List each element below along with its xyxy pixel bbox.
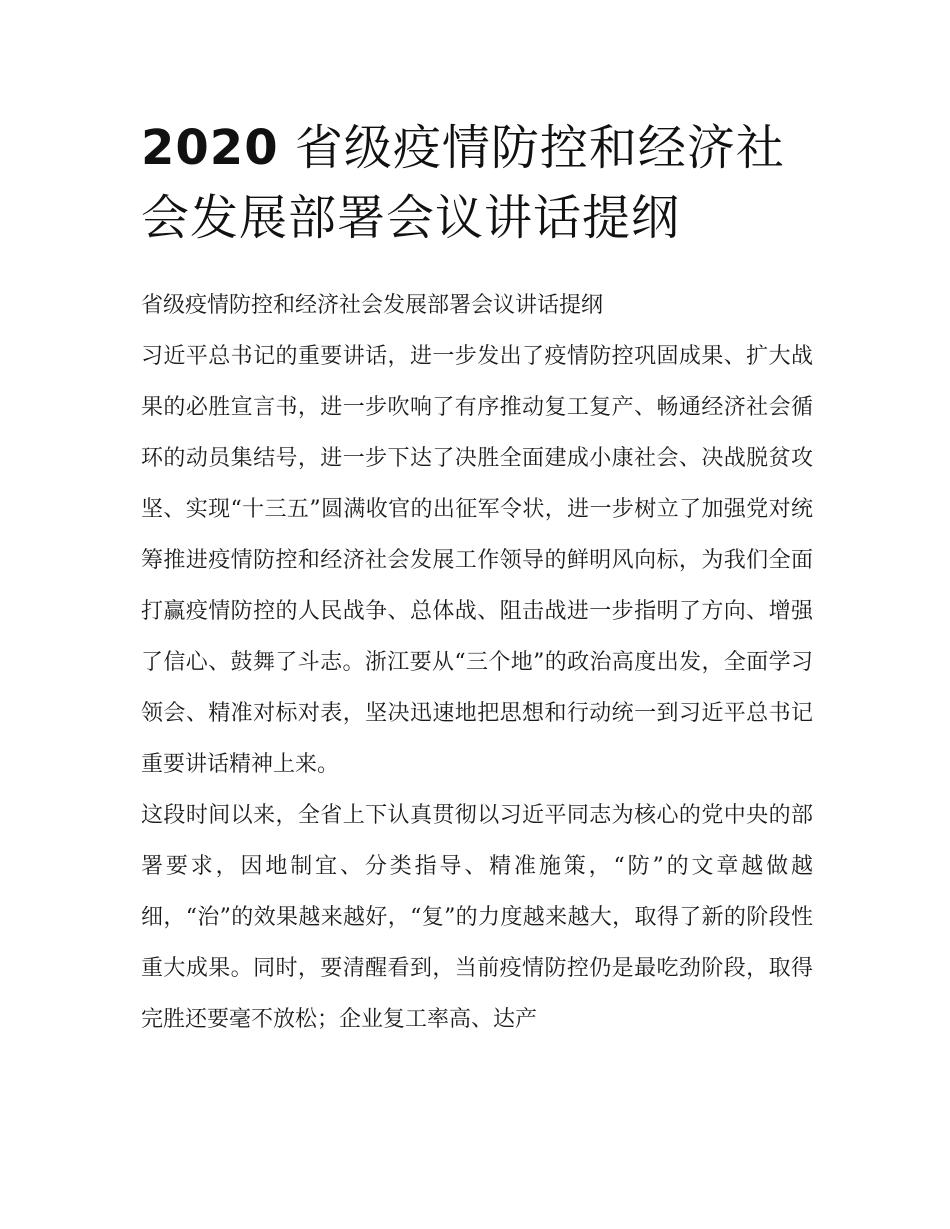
paragraph-1: 习近平总书记的重要讲话，进一步发出了疫情防控巩固成果、扩大战果的必胜宣言书，进一步吹响了有序推动复工复产、畅通经济社会循环的动员集结号，进一步下达了决胜全面建成小康社会、决战脱贫攻坚、实现“十三五”圆满收官的出征军令状，进一步树立了加强党对统筹推进疫情防控和经济社会发展工作领导的鲜明风向标，为我们全面打赢疫情防控的人民战争、总体战、阻击战进一步指明了方向、增强了信心、鼓舞了斗志。浙江要从“三个地”的政治高度出发，全面学习领会、精准对标对表，坚决迅速地把思想和行动统一到习近平总书记重要讲话精神上来。 <box>141 344 813 777</box>
title-text: 省级疫情防控和经济社会发展部署会议讲话提纲 <box>141 120 785 246</box>
document-subtitle: 省级疫情防控和经济社会发展部署会议讲话提纲 <box>141 293 604 318</box>
document-title <box>141 113 821 253</box>
title-year: 2020 <box>141 120 279 176</box>
document-body <box>141 280 813 1045</box>
paragraph-2: 这段时间以来，全省上下认真贯彻以习近平同志为核心的党中央的部署要求，因地制宜、分类指导、精准施策，“防”的文章越做越细，“治”的效果越来越好，“复”的力度越来越大，取得了新的阶段性重大成果。同时，要清醒看到，当前疫情防控仍是最吃劲阶段，取得完胜还要毫不放松；企业复工率高、达产 <box>141 803 813 1032</box>
